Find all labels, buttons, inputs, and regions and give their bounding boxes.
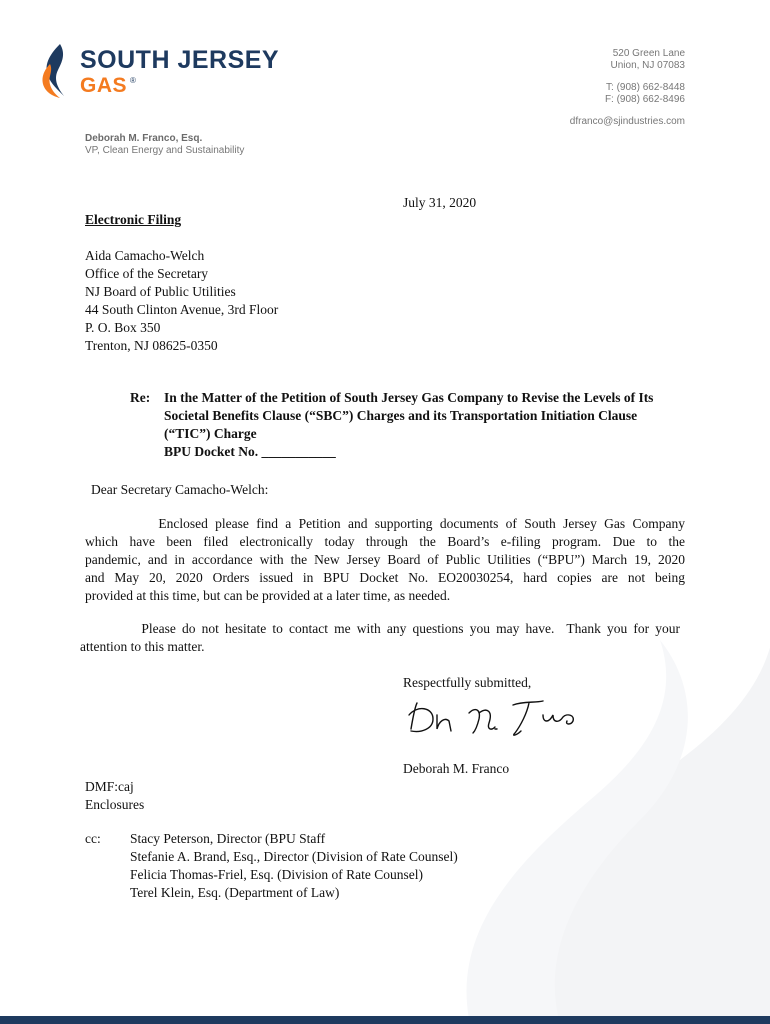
cc-list <box>130 830 458 902</box>
recipient-line: NJ Board of Public Utilities <box>85 284 236 299</box>
company-logo <box>40 42 280 102</box>
logo-wordmark-line1: SOUTH JERSEY <box>80 46 280 74</box>
paragraph-line: and May 20, 2020 Orders issued in BPU Docket No. EO20030254, hard copies are not being <box>85 570 685 585</box>
re-subject <box>164 389 653 461</box>
re-line: BPU Docket No. ___________ <box>164 444 336 459</box>
body-paragraph-2 <box>80 620 680 656</box>
re-line: (“TIC”) Charge <box>164 426 257 441</box>
body-paragraph-1 <box>85 515 685 605</box>
re-label: Re: <box>130 390 151 405</box>
paragraph-line: Please do not hesitate to contact me with any questions you may have. Thank you for your <box>80 621 680 636</box>
initials-line: DMF:caj <box>85 779 134 794</box>
recipient-line: 44 South Clinton Avenue, 3rd Floor <box>85 302 279 317</box>
paragraph-line: pandemic, and in accordance with the New Jersey Board of Public Utilities (“BPU”) March 19, 2020 <box>85 552 685 567</box>
recipient-line: Trenton, NJ 08625-0350 <box>85 338 218 353</box>
address-line: Union, NJ 07083 <box>610 60 685 71</box>
enclosures-line: Enclosures <box>85 797 145 812</box>
registered-mark: ® <box>130 76 136 85</box>
re-line: Societal Benefits Clause (“SBC”) Charges and its Transportation Initiation Clause <box>164 408 638 423</box>
phone-number: T: (908) 662-8448 <box>606 82 685 93</box>
sender-title: VP, Clean Energy and Sustainability <box>85 145 245 156</box>
sender-block <box>85 133 244 157</box>
logo-wordmark-line2: GAS <box>80 74 128 97</box>
paragraph-line: which have been filed electronically today through the Board’s e-filing program. Due to the <box>85 534 685 549</box>
recipient-line: Office of the Secretary <box>85 266 209 281</box>
re-line: In the Matter of the Petition of South Jersey Gas Company to Revise the Levels of Its <box>164 390 654 405</box>
fax-number: F: (908) 662-8496 <box>604 94 685 105</box>
address-line: 520 Green Lane <box>612 48 685 59</box>
recipient-address <box>85 247 278 355</box>
company-address-block <box>570 48 685 128</box>
reference-initials <box>85 778 144 814</box>
sender-name: Deborah M. Franco, Esq. <box>85 133 203 144</box>
cc-recipient: Felicia Thomas-Friel, Esq. (Division of Rate Counsel) <box>130 867 423 882</box>
paragraph-line: provided at this time, but can be provided at a later time, as needed. <box>85 588 451 603</box>
salutation: Dear Secretary Camacho-Welch: <box>91 482 269 497</box>
signer-name: Deborah M. Franco <box>403 761 510 776</box>
footer-bar <box>0 1016 770 1024</box>
filing-method: Electronic Filing <box>85 212 182 227</box>
paragraph-line: attention to this matter. <box>80 639 205 654</box>
closing: Respectfully submitted, <box>403 675 532 690</box>
paragraph-line: Enclosed please find a Petition and supporting documents of South Jersey Gas Company <box>85 516 685 531</box>
handwritten-signature <box>403 695 593 745</box>
letter-date: July 31, 2020 <box>403 195 477 210</box>
cc-recipient: Stacy Peterson, Director (BPU Staff <box>130 831 326 846</box>
email-address: dfranco@sjindustries.com <box>569 116 685 127</box>
cc-label: cc: <box>85 831 101 846</box>
cc-recipient: Terel Klein, Esq. (Department of Law) <box>130 885 340 900</box>
recipient-line: P. O. Box 350 <box>85 320 161 335</box>
cc-recipient: Stefanie A. Brand, Esq., Director (Division of Rate Counsel) <box>130 849 458 864</box>
recipient-line: Aida Camacho-Welch <box>85 248 205 263</box>
flame-icon <box>40 42 74 98</box>
